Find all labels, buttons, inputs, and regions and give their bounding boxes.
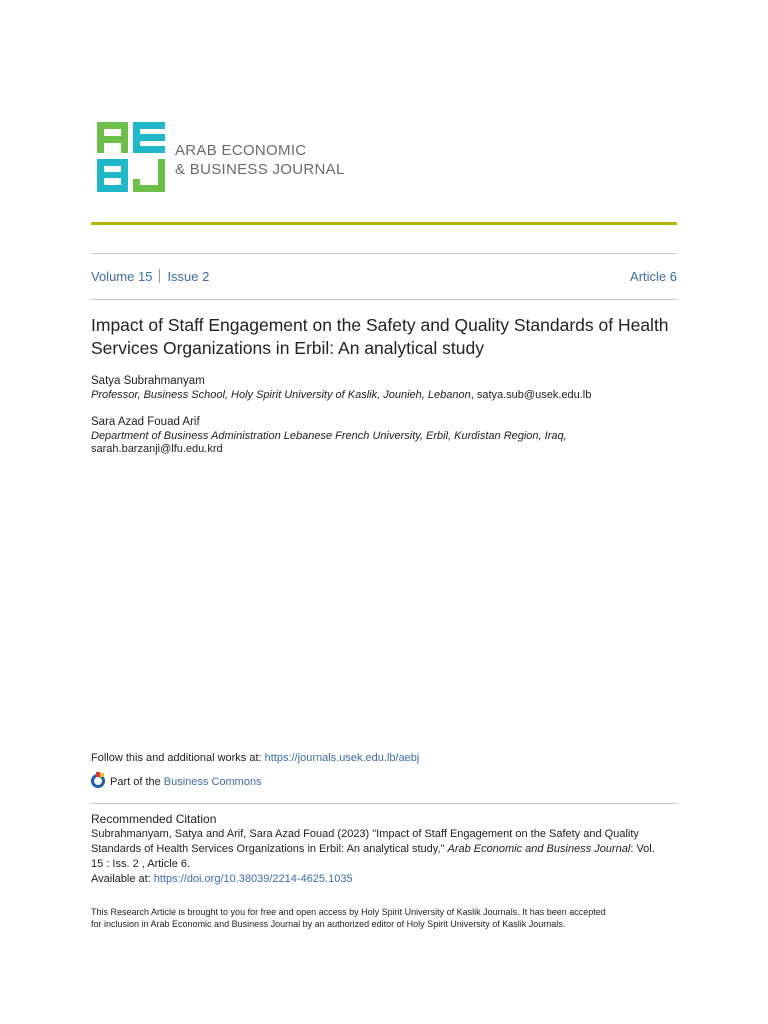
commons-network-icon (91, 772, 107, 793)
journal-name (175, 141, 345, 179)
separator (159, 269, 160, 283)
journal-logo (97, 122, 165, 192)
part-of-label: Part of the (110, 776, 161, 788)
part-of-line (91, 772, 262, 793)
citation-text: Subrahmanyam, Satya and Arif, Sara Azad Fouad (2023) "Impact of Staff Engagement on the Safety and Quality (91, 828, 639, 840)
divider (91, 253, 677, 254)
header-rule (91, 222, 677, 225)
volume-link[interactable]: Volume 15 (91, 269, 153, 284)
follow-line (91, 751, 419, 766)
author-affiliation: Department of Business Administration Lebanese French University, Erbil, Kurdistan Region, Iraq, (91, 429, 567, 442)
citation-text: Standards of Health Services Organizations in Erbil: An analytical study," (91, 843, 448, 855)
footer-line: This Research Article is brought to you for free and open access by Holy Spirit University of Kaslik Journals. It has been accepted (91, 907, 606, 917)
article-title (91, 314, 691, 360)
business-commons-link[interactable]: Business Commons (163, 776, 262, 788)
repository-link[interactable]: https://journals.usek.edu.lb/aebj (264, 752, 420, 764)
citation-journal: Arab Economic and Business Journal (447, 843, 631, 855)
recommended-citation (91, 811, 681, 887)
author-email: sarah.barzanji@lfu.edu.krd (91, 443, 223, 455)
citation-text: 15 : Iss. 2 , Article 6. (91, 858, 191, 870)
author-1: Satya Subrahmanyam Professor, Business School, Holy Spirit University of Kaslik, Jounieh, Lebanon, satya.sub@usek.edu.lb (91, 375, 681, 402)
article-link[interactable]: Article 6 (630, 269, 677, 284)
title-line1: Impact of Staff Engagement on the Safety and Quality Standards of Health (91, 315, 669, 335)
footer-note (91, 907, 681, 930)
follow-label: Follow this and additional works at: (91, 752, 265, 764)
author-2 (91, 416, 681, 457)
author-email: satya.sub@usek.edu.lb (476, 388, 592, 401)
divider (91, 299, 677, 300)
journal-name-line2: & BUSINESS JOURNAL (175, 161, 345, 178)
author-name: Sara Azad Fouad Arif (91, 416, 200, 428)
footer-line: for inclusion in Arab Economic and Business Journal by an authorized editor of Holy Spirit University of Kaslik Journals. (91, 918, 566, 929)
author-name: Satya Subrahmanyam (91, 375, 205, 387)
title-line2: Services Organizations in Erbil: An analytical study (91, 338, 484, 358)
doi-link[interactable]: https://doi.org/10.38039/2214-4625.1035 (153, 873, 353, 885)
author-affiliation: Professor, Business School, Holy Spirit University of Kaslik, Jounieh, Lebanon (91, 388, 471, 401)
available-label: Available at: (91, 873, 154, 885)
journal-name-line1: ARAB ECONOMIC (175, 142, 307, 159)
citation-heading: Recommended Citation (91, 812, 217, 826)
divider (91, 803, 677, 804)
issue-link[interactable]: Issue 2 (167, 269, 210, 284)
citation-text: : Vol. (630, 843, 655, 855)
issue-info (91, 269, 677, 284)
